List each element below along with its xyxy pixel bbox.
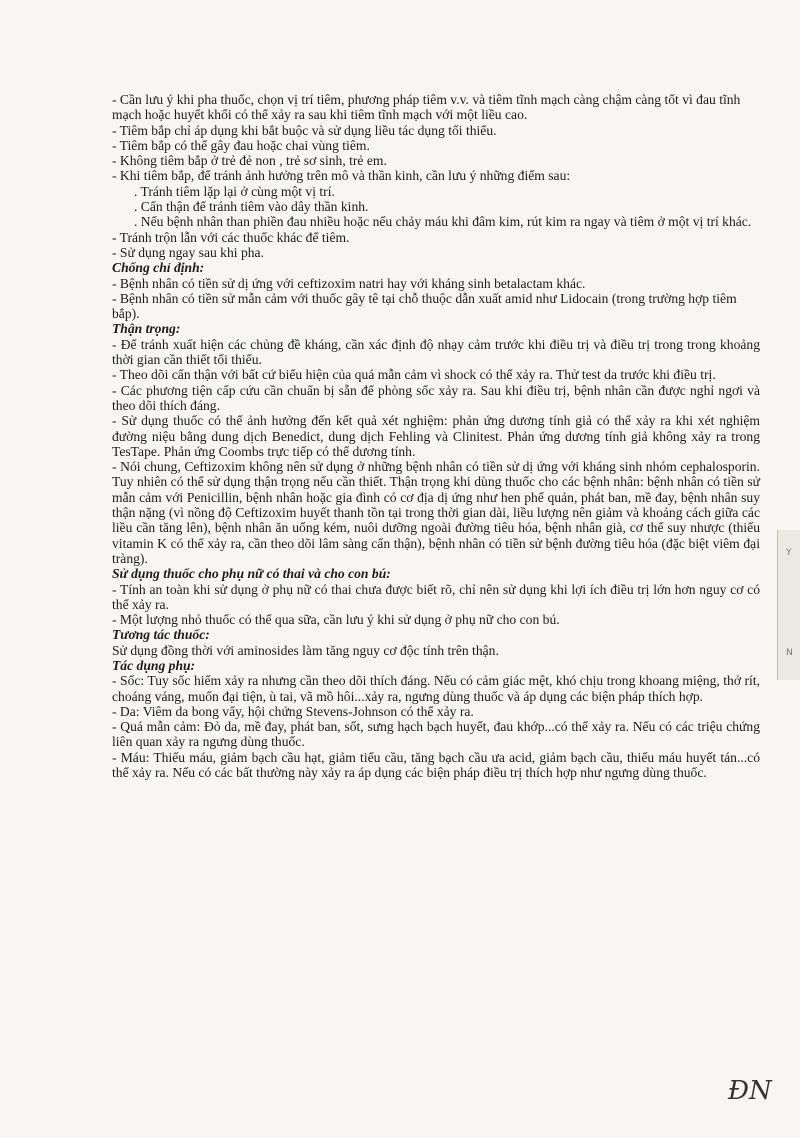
sub-item: . Nếu bệnh nhân than phiền đau nhiều hoặc nếu chảy máu khi đâm kim, rút kim ra ngay và tiêm ở một vị trí khác.	[134, 214, 752, 230]
paragraph: - Cần lưu ý khi pha thuốc, chọn vị trí tiêm, phương pháp tiêm v.v. và tiêm tĩnh mạch càng chậm càng tốt vì đau tĩnh mạch hoặc huyết khối có thể xảy ra sau khi tiêm tĩnh mạch với một liều cao.	[112, 92, 741, 123]
paragraph: - Khi tiêm bắp, để tránh ảnh hưởng trên mô và thần kinh, cần lưu ý những điểm sau:	[112, 168, 571, 184]
section-heading-interactions: Tương tác thuốc:	[112, 627, 210, 643]
paragraph: - Tiêm bắp có thể gây đau hoặc chai vùng tiêm.	[112, 137, 370, 153]
section-heading-contraindications: Chống chỉ định:	[112, 260, 205, 276]
paragraph: - Tiêm bắp chỉ áp dụng khi bắt buộc và sử dụng liều tác dụng tối thiểu.	[112, 122, 497, 138]
paragraph: - Nói chung, Ceftizoxim không nên sử dụng ở những bệnh nhân có tiền sử dị ứng với kháng sinh nhóm cephalosporin. Tuy nhiên có thể sử dụng thận trọng nếu cần thiết. Thận trọng khi dùng thuốc cho các bệnh nhân: bệnh nhân có tiền sử mẫn cảm với Penicillin, bệnh nhân hoặc gia đình có cơ địa dị ứng như hen phế quản, phát ban, mề đay, bệnh nhân suy thận nặng (vì nồng độ Ceftizoxim huyết thanh tồn tại trong thời gian dài, liều lượng nên giảm và khoảng cách giữa các liều cần tăng lên), bệnh nhân ăn uống kém, nuôi dưỡng ngoài đường tiêu hóa, bệnh nhân già, cơ thể suy nhược (thiếu vitamin K có thể xảy ra, cần theo dõi lâm sàng cẩn thận), bệnh nhân có tiền sử bệnh đường tiêu hóa (đặc biệt viêm đại tràng).	[112, 459, 760, 566]
section-heading-side-effects: Tác dụng phụ:	[112, 657, 196, 673]
sub-item: . Tránh tiêm lặp lại ở cùng một vị trí.	[134, 183, 335, 199]
paragraph: - Để tránh xuất hiện các chủng đề kháng, cần xác định độ nhạy cảm trước khi điều trị và điều trị trong trong khoảng thời gian cần thiết tối thiểu.	[112, 336, 760, 368]
paragraph: - Sử dụng ngay sau khi pha.	[112, 244, 264, 260]
section-heading-precautions: Thận trọng:	[112, 321, 181, 337]
tab-letter: N	[786, 648, 793, 658]
paragraph: - Tránh trộn lẫn với các thuốc khác để tiêm.	[112, 229, 350, 245]
section-heading-pregnancy: Sử dụng thuốc cho phụ nữ có thai và cho con bú:	[112, 566, 391, 582]
paragraph: Sử dụng đồng thời với aminosides làm tăng nguy cơ độc tính trên thận.	[112, 642, 499, 658]
paragraph: - Da: Viêm da bong vẩy, hội chứng Stevens-Johnson có thể xảy ra.	[112, 703, 474, 719]
sub-item: . Cẩn thận để tránh tiêm vào dây thần kinh.	[134, 199, 369, 215]
paragraph: - Quá mẫn cảm: Đỏ da, mề đay, phát ban, sốt, sưng hạch bạch huyết, đau khớp...có thể xảy ra. Nếu có các triệu chứng liên quan xảy ra ngưng dùng thuốc.	[112, 719, 760, 750]
paragraph: - Máu: Thiếu máu, giảm bạch cầu hạt, giảm tiểu cầu, tăng bạch cầu ưa acid, giảm bạch cầu, thiếu máu huyết tán...có thể xảy ra. Nếu có các bất thường này xảy ra áp dụng các biện pháp điều trị thích hợp như ngưng dùng thuốc.	[112, 749, 760, 781]
tab-letter: Y	[786, 548, 792, 558]
handwritten-initials: ĐN	[728, 1076, 772, 1106]
admin-notes	[112, 92, 760, 260]
paragraph: - Bệnh nhân có tiền sử dị ứng với ceftizoxim natri hay với kháng sinh betalactam khác.	[112, 275, 586, 291]
paragraph: - Sốc: Tuy sốc hiếm xảy ra nhưng cần theo dõi thích đáng. Nếu có cảm giác mệt, khó chịu trong khoang miệng, thở rít, choáng váng, muốn đại tiện, ù tai, vã mồ hôi...xảy ra, ngưng dùng thuốc và áp dụng các biện pháp thích hợp.	[112, 673, 760, 704]
paragraph: - Bệnh nhân có tiền sử mẫn cảm với thuốc gây tê tại chỗ thuộc dẫn xuất amid như Lidocain (trong trường hợp tiêm bắp).	[112, 290, 737, 322]
paragraph: - Sử dụng thuốc có thể ảnh hưởng đến kết quả xét nghiệm: phản ứng dương tính giả có thể xảy ra khi xét nghiệm đường niệu bằng dung dịch Benedict, dung dịch Fehling và Clinitest. Phản ứng dương tính giả không xảy ra trong TesTape. Phản ứng Coombs trực tiếp có thể dương tính.	[112, 413, 760, 459]
document-body	[112, 92, 760, 780]
paragraph: - Theo dõi cẩn thận với bất cứ biểu hiện của quá mẫn cảm vì shock có thể xảy ra. Thử test da trước khi điều trị.	[112, 367, 716, 383]
page-edge-tab	[777, 530, 800, 680]
paragraph: - Một lượng nhỏ thuốc có thể qua sữa, cần lưu ý khi sử dụng ở phụ nữ cho con bú.	[112, 612, 560, 628]
paragraph: - Tính an toàn khi sử dụng ở phụ nữ có thai chưa được biết rõ, chỉ nên sử dụng khi lợi ích điều trị lớn hơn nguy cơ có thể xảy ra.	[112, 581, 760, 612]
paragraph: - Các phương tiện cấp cứu cần chuẩn bị sẵn để phòng sốc xảy ra. Sau khi điều trị, bệnh nhân cần được nghỉ ngơi và theo dõi thích đáng.	[112, 382, 760, 413]
paragraph: - Không tiêm bắp ở trẻ đẻ non , trẻ sơ sinh, trẻ em.	[112, 153, 387, 169]
